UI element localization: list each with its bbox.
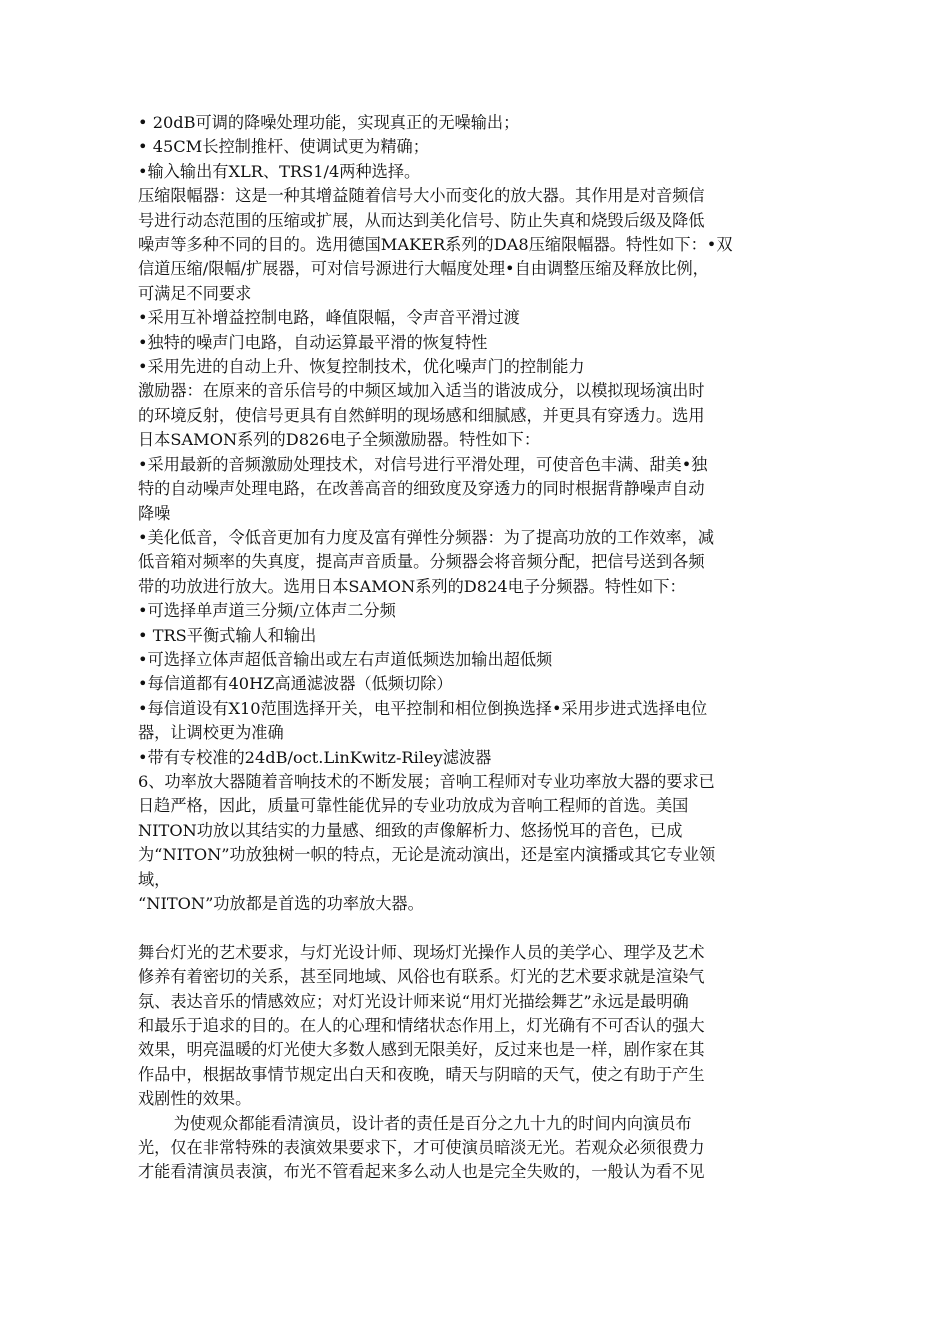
text-line: • TRS平衡式输人和输出 (138, 625, 317, 645)
text-line: •采用互补增益控制电路，峰值限幅，令声音平滑过渡 (138, 308, 520, 328)
text-line: 特的自动噪声处理电路，在改善高音的细致度及穿透力的同时根据背静噪声自动 (138, 479, 705, 499)
text-line: 光，仅在非常特殊的表演效果要求下，才可使演员暗淡无光。若观众必须很费力 (138, 1138, 705, 1158)
text-line: •每信道都有40HZ高通滤波器（低频切除） (138, 674, 453, 694)
text-line: 修养有着密切的关系，甚至同地域、风俗也有联系。灯光的艺术要求就是渲染气 (138, 967, 705, 987)
text-line: •带有专校准的24dB/oct.LinKwitz-Riley滤波器 (138, 747, 492, 767)
text-line: •独特的噪声门电路，自动运算最平滑的恢复特性 (138, 332, 488, 352)
text-line: •采用先进的自动上升、恢复控制技术，优化噪声门的控制能力 (138, 357, 585, 377)
blank-line (138, 916, 822, 940)
text-line: 带的功放进行放大。选用日本SAMON系列的D824电子分频器。特性如下： (138, 576, 686, 596)
text-line: •美化低音，令低音更加有力度及富有弹性分频器：为了提高功放的工作效率，减 (138, 527, 715, 547)
document-body (138, 111, 822, 1185)
text-line: • 45CM长控制推杆、使调试更为精确； (138, 137, 429, 157)
text-line: 器，让调校更为准确 (138, 723, 284, 743)
text-line: •采用最新的音频激励处理技术，对信号进行平滑处理，可使音色丰满、甜美•独 (138, 454, 708, 474)
text-line: 氛、表达音乐的情感效应；对灯光设计师来说“用灯光描绘舞艺”永远是最明确 (138, 991, 689, 1011)
text-line: 效果，明亮温暖的灯光使大多数人感到无限美好，反过来也是一样，剧作家在其 (138, 1040, 705, 1060)
text-line: 戏剧性的效果。 (138, 1089, 252, 1109)
text-line: 6、功率放大器随着音响技术的不断发展；音响工程师对专业功率放大器的要求已 (138, 771, 715, 791)
text-line: 日趋严格，因此，质量可靠性能优异的专业功放成为音响工程师的首选。美国 (138, 796, 689, 816)
text-line: •每信道设有X10范围选择开关，电平控制和相位倒换选择•采用步进式选择电位 (138, 698, 708, 718)
text-line: 为“NITON”功放独树一帜的特点，无论是流动演出，还是室内演播或其它专业领 (138, 845, 716, 865)
text-line: •可选择立体声超低音输出或左右声道低频迭加输出超低频 (138, 649, 553, 669)
text-line: 号进行动态范围的压缩或扩展，从而达到美化信号、防止失真和烧毁后级及降低 (138, 210, 705, 230)
text-line: NITON功放以其结实的力量感、细致的声像解析力、悠扬悦耳的音色，已成 (138, 820, 683, 840)
text-line: 作品中，根据故事情节规定出白天和夜晚，晴天与阴暗的天气，使之有助于产生 (138, 1064, 705, 1084)
text-line: 日本SAMON系列的D826电子全频激励器。特性如下： (138, 430, 541, 450)
text-line: •可选择单声道三分频/立体声二分频 (138, 601, 396, 621)
text-line: 才能看清演员表演，布光不管看起来多么动人也是完全失败的，一般认为看不见 (138, 1162, 705, 1182)
text-line: 的环境反射，使信号更具有自然鲜明的现场感和细腻感，并更具有穿透力。选用 (138, 405, 705, 425)
text-line: 为使观众都能看清演员，设计者的责任是百分之九十九的时间内向演员布 (173, 1113, 692, 1133)
text-line: 可满足不同要求 (138, 283, 252, 303)
text-line: “NITON”功放都是首选的功率放大器。 (138, 894, 424, 913)
text-line: 域， (138, 869, 171, 889)
text-line: 激励器：在原来的音乐信号的中频区域加入适当的谐波成分，以模拟现场演出时 (138, 381, 705, 401)
text-line: 舞台灯光的艺术要求，与灯光设计师、现场灯光操作人员的美学心、理学及艺术 (138, 942, 705, 962)
text-line: •输入输出有XLR、TRS1/4两种选择。 (138, 161, 421, 181)
text-line: 噪声等多种不同的目的。选用德国MAKER系列的DA8压缩限幅器。特性如下：•双 (138, 235, 733, 255)
text-line: • 20dB可调的降噪处理功能，实现真正的无噪输出； (138, 113, 520, 132)
text-line: 压缩限幅器：这是一种其增益随着信号大小而变化的放大器。其作用是对音频信 (138, 186, 705, 206)
text-line: 降噪 (138, 503, 171, 523)
text-line: 信道压缩/限幅/扩展器，可对信号源进行大幅度处理•自由调整压缩及释放比例， (138, 259, 709, 279)
text-line: 低音箱对频率的失真度，提高声音质量。分频器会将音频分配，把信号送到各频 (138, 552, 705, 572)
text-line: 和最乐于追求的目的。在人的心理和情绪状态作用上，灯光确有不可否认的强大 (138, 1016, 705, 1036)
